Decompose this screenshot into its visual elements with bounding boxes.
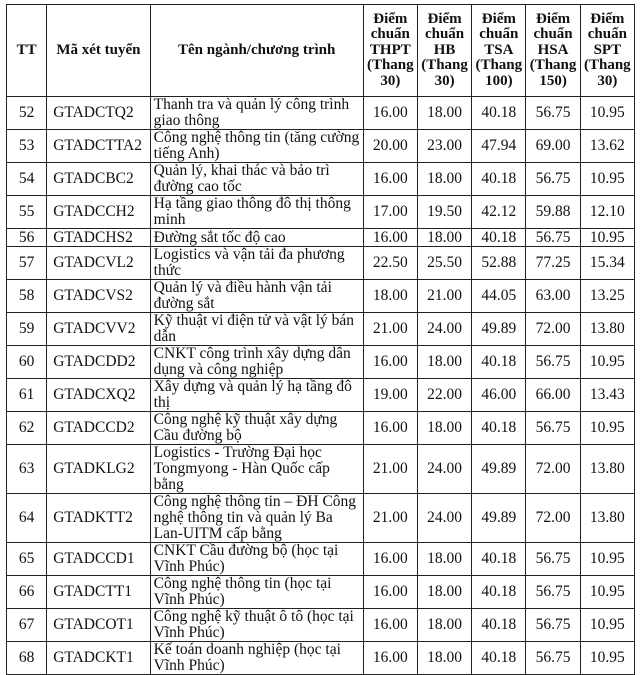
score-hb: 22.00 <box>417 379 471 412</box>
score-tsa: 40.18 <box>472 642 526 675</box>
program-code: GTADCVS2 <box>47 280 150 313</box>
score-thpt: 16.00 <box>363 543 417 576</box>
score-spt: 15.34 <box>580 247 634 280</box>
score-hb: 18.00 <box>417 163 471 196</box>
score-hb: 24.00 <box>417 445 471 494</box>
program-code: GTADCOT1 <box>47 609 150 642</box>
row-number: 57 <box>7 247 47 280</box>
program-code: GTADCXQ2 <box>47 379 150 412</box>
table-row <box>7 346 635 379</box>
score-thpt: 21.00 <box>363 313 417 346</box>
program-code: GTADCBC2 <box>47 163 150 196</box>
header-code: Mã xét tuyển <box>47 5 150 97</box>
score-hb: 18.00 <box>417 543 471 576</box>
score-tsa: 47.94 <box>472 130 526 163</box>
row-number: 52 <box>7 97 47 130</box>
score-hb: 18.00 <box>417 576 471 609</box>
header-tsa: Điểm chuẩn TSA (Thang 100) <box>472 5 526 97</box>
row-number: 67 <box>7 609 47 642</box>
score-spt: 10.95 <box>580 229 634 247</box>
row-number: 65 <box>7 543 47 576</box>
score-spt: 13.80 <box>580 494 634 543</box>
score-thpt: 18.00 <box>363 280 417 313</box>
row-number: 68 <box>7 642 47 675</box>
score-hsa: 63.00 <box>526 280 580 313</box>
score-tsa: 42.12 <box>472 196 526 229</box>
table-row <box>7 97 635 130</box>
score-spt: 13.80 <box>580 445 634 494</box>
program-name: Xây dựng và quản lý hạ tầng đô thị <box>150 379 363 412</box>
program-code: GTADCKT1 <box>47 642 150 675</box>
program-code: GTADKLG2 <box>47 445 150 494</box>
score-spt: 10.95 <box>580 412 634 445</box>
program-name: Hạ tầng giao thông đô thị thông minh <box>150 196 363 229</box>
score-hb: 18.00 <box>417 609 471 642</box>
score-spt: 10.95 <box>580 642 634 675</box>
score-hsa: 59.88 <box>526 196 580 229</box>
score-hb: 18.00 <box>417 346 471 379</box>
header-spt: Điểm chuẩn SPT (Thang 30) <box>580 5 634 97</box>
score-thpt: 16.00 <box>363 642 417 675</box>
score-hsa: 56.75 <box>526 543 580 576</box>
score-thpt: 16.00 <box>363 97 417 130</box>
score-spt: 10.95 <box>580 163 634 196</box>
score-hsa: 56.75 <box>526 609 580 642</box>
program-name: Logistics và vận tải đa phương thức <box>150 247 363 280</box>
program-name: Công nghệ thông tin (tăng cường tiếng Anh) <box>150 130 363 163</box>
score-tsa: 40.18 <box>472 543 526 576</box>
row-number: 60 <box>7 346 47 379</box>
score-spt: 12.10 <box>580 196 634 229</box>
score-thpt: 16.00 <box>363 609 417 642</box>
table-row <box>7 543 635 576</box>
score-thpt: 17.00 <box>363 196 417 229</box>
score-hsa: 56.75 <box>526 229 580 247</box>
score-spt: 10.95 <box>580 609 634 642</box>
header-row <box>7 5 635 97</box>
score-thpt: 21.00 <box>363 494 417 543</box>
program-code: GTADCCD2 <box>47 412 150 445</box>
program-code: GTADCTTA2 <box>47 130 150 163</box>
score-hb: 25.50 <box>417 247 471 280</box>
row-number: 61 <box>7 379 47 412</box>
score-spt: 13.25 <box>580 280 634 313</box>
program-code: GTADCCD1 <box>47 543 150 576</box>
program-code: GTADCCH2 <box>47 196 150 229</box>
row-number: 53 <box>7 130 47 163</box>
row-number: 56 <box>7 229 47 247</box>
program-name: CNKT công trình xây dựng dân dụng và công nghiệp <box>150 346 363 379</box>
score-thpt: 16.00 <box>363 576 417 609</box>
score-hb: 24.00 <box>417 494 471 543</box>
score-thpt: 16.00 <box>363 346 417 379</box>
score-thpt: 20.00 <box>363 130 417 163</box>
score-hsa: 56.75 <box>526 576 580 609</box>
program-code: GTADCTT1 <box>47 576 150 609</box>
program-name: Kỹ thuật vi điện tử và vật lý bán dẫn <box>150 313 363 346</box>
row-number: 64 <box>7 494 47 543</box>
program-name: Logistics - Trường Đại học Tongmyong - Hàn Quốc cấp bằng <box>150 445 363 494</box>
table-row <box>7 379 635 412</box>
score-tsa: 40.18 <box>472 412 526 445</box>
table-row <box>7 313 635 346</box>
score-thpt: 16.00 <box>363 163 417 196</box>
row-number: 55 <box>7 196 47 229</box>
score-tsa: 40.18 <box>472 163 526 196</box>
score-thpt: 22.50 <box>363 247 417 280</box>
row-number: 59 <box>7 313 47 346</box>
score-spt: 10.95 <box>580 346 634 379</box>
table-row <box>7 445 635 494</box>
program-name: Công nghệ kỹ thuật xây dựng Cầu đường bộ <box>150 412 363 445</box>
score-tsa: 46.00 <box>472 379 526 412</box>
program-name: Công nghệ thông tin – ĐH Công nghệ thông tin và quản lý Ba Lan-UITM cấp bằng <box>150 494 363 543</box>
header-tt: TT <box>7 5 47 97</box>
table-row <box>7 642 635 675</box>
score-tsa: 40.18 <box>472 97 526 130</box>
score-tsa: 40.18 <box>472 609 526 642</box>
table-row <box>7 229 635 247</box>
score-tsa: 52.88 <box>472 247 526 280</box>
score-hsa: 56.75 <box>526 412 580 445</box>
score-hb: 18.00 <box>417 642 471 675</box>
score-hb: 21.00 <box>417 280 471 313</box>
score-tsa: 49.89 <box>472 494 526 543</box>
score-hsa: 72.00 <box>526 313 580 346</box>
score-hsa: 69.00 <box>526 130 580 163</box>
table-row <box>7 130 635 163</box>
table-row <box>7 412 635 445</box>
table-row <box>7 163 635 196</box>
program-name: Đường sắt tốc độ cao <box>150 229 363 247</box>
table-row <box>7 609 635 642</box>
score-tsa: 40.18 <box>472 346 526 379</box>
score-hb: 24.00 <box>417 313 471 346</box>
header-hsa: Điểm chuẩn HSA (Thang 150) <box>526 5 580 97</box>
score-spt: 10.95 <box>580 543 634 576</box>
program-code: GTADCHS2 <box>47 229 150 247</box>
header-thpt: Điểm chuẩn THPT (Thang 30) <box>363 5 417 97</box>
score-hsa: 77.25 <box>526 247 580 280</box>
table-row <box>7 196 635 229</box>
score-thpt: 16.00 <box>363 412 417 445</box>
program-name: Thanh tra và quản lý công trình giao thông <box>150 97 363 130</box>
score-hb: 18.00 <box>417 97 471 130</box>
score-spt: 10.95 <box>580 97 634 130</box>
program-name: Kế toán doanh nghiệp (học tại Vĩnh Phúc) <box>150 642 363 675</box>
program-code: GTADCVV2 <box>47 313 150 346</box>
program-name: Quản lý, khai thác và bảo trì đường cao tốc <box>150 163 363 196</box>
row-number: 54 <box>7 163 47 196</box>
score-thpt: 21.00 <box>363 445 417 494</box>
score-hb: 23.00 <box>417 130 471 163</box>
score-hb: 18.00 <box>417 229 471 247</box>
score-spt: 10.95 <box>580 576 634 609</box>
score-hsa: 56.75 <box>526 163 580 196</box>
table-row <box>7 576 635 609</box>
program-code: GTADCDD2 <box>47 346 150 379</box>
program-name: Công nghệ thông tin (học tại Vĩnh Phúc) <box>150 576 363 609</box>
header-name: Tên ngành/chương trình <box>150 5 363 97</box>
program-code: GTADCVL2 <box>47 247 150 280</box>
score-hsa: 56.75 <box>526 642 580 675</box>
score-spt: 13.62 <box>580 130 634 163</box>
row-number: 62 <box>7 412 47 445</box>
score-hsa: 56.75 <box>526 346 580 379</box>
row-number: 66 <box>7 576 47 609</box>
score-tsa: 40.18 <box>472 229 526 247</box>
program-name: Công nghệ kỹ thuật ô tô (học tại Vĩnh Phúc) <box>150 609 363 642</box>
row-number: 58 <box>7 280 47 313</box>
score-thpt: 19.00 <box>363 379 417 412</box>
score-hsa: 66.00 <box>526 379 580 412</box>
program-name: CNKT Cầu đường bộ (học tại Vĩnh Phúc) <box>150 543 363 576</box>
score-spt: 13.80 <box>580 313 634 346</box>
admission-scores-table <box>6 4 635 675</box>
score-hsa: 56.75 <box>526 97 580 130</box>
score-hb: 18.00 <box>417 412 471 445</box>
program-code: GTADCTQ2 <box>47 97 150 130</box>
program-code: GTADKTT2 <box>47 494 150 543</box>
program-name: Quản lý và điều hành vận tải đường sắt <box>150 280 363 313</box>
score-spt: 13.43 <box>580 379 634 412</box>
table-row <box>7 494 635 543</box>
table-row <box>7 247 635 280</box>
score-tsa: 49.89 <box>472 313 526 346</box>
score-hsa: 72.00 <box>526 445 580 494</box>
score-hb: 19.50 <box>417 196 471 229</box>
score-hsa: 72.00 <box>526 494 580 543</box>
score-tsa: 44.05 <box>472 280 526 313</box>
header-hb: Điểm chuẩn HB (Thang 30) <box>417 5 471 97</box>
score-tsa: 40.18 <box>472 576 526 609</box>
table-row <box>7 280 635 313</box>
row-number: 63 <box>7 445 47 494</box>
score-tsa: 49.89 <box>472 445 526 494</box>
score-thpt: 16.00 <box>363 229 417 247</box>
